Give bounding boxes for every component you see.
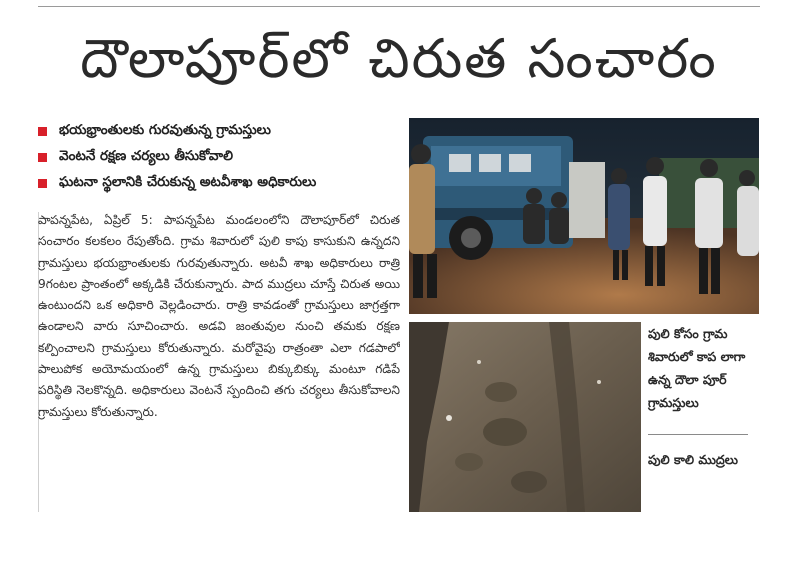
headline: దౌలాపూర్‌లో చిరుత సంచారం [80, 27, 718, 90]
pugmarks-photo-caption: పులి కాలి ముద్రలు [648, 452, 738, 467]
highlight-item [38, 118, 400, 144]
highlight-text: వెంటనే రక్షణ చర్యలు తీసుకోవాలి [59, 147, 233, 164]
highlight-text: ఘటనా స్థలానికి చేరుకున్న అటవీశాఖ అధికారులు [59, 173, 317, 190]
article-body: పాపన్నపేట, ఏప్రిల్ 5: పాపన్నపేట మండలంలోని దౌలాపూర్‌లో చిరుత సంచారం కలకలం రేపుతోంది. గ్రామ శివారులో పులి కాపు కాసుకుని ఉన్నదని గ్రామస్తులు భయభ్రాంతులకు గురవుతున్నారు. అటవీ శాఖ అధికారులు రాత్రి 9గంటల ప్రాంతంలో అక్కడికి చేరుకున్నారు. పాద ముద్రలు చూస్తే చిరుత అయి ఉంటుందని ఒక అధికారి వెల్లడించారు. రాత్రి కావడంతో గ్రామస్తులు జాగ్రత్తగా ఉండాలని వారు సూచించారు. అడవి జంతువుల నుంచి తమకు రక్షణ కల్పించాలని గ్రామస్తులు కోరుతున్నారు. మరోవైపు రాత్రంతా ఎలా గడపాలో పాలుపోక అయోమయంలో ఉన్న గ్రామస్తులు బిక్కుబిక్కు మంటూ గడిపే పరిస్థితి నెలకొన్నది. అధికారులు వెంటనే స్పందించి తగు చర్యలు తీసుకోవాలని గ్రామస్తులు కోరుతున్నారు. [38, 213, 400, 419]
bullet-square-icon [38, 127, 47, 136]
villagers-photo-caption: పులి కోసం గ్రామ శివారులో కాప లాగా ఉన్న దౌలా పూర్ గ్రామస్తులు [648, 326, 746, 410]
bullet-square-icon [38, 179, 47, 188]
highlight-item [38, 144, 400, 170]
villagers-night-photo [409, 118, 759, 314]
highlights-list [38, 118, 400, 196]
top-rule [38, 6, 760, 7]
highlight-item [38, 170, 400, 196]
caption-divider [648, 434, 748, 435]
bullet-square-icon [38, 153, 47, 162]
pugmarks-photo [409, 322, 641, 512]
highlight-text: భయభ్రాంతులకు గురవుతున్న గ్రామస్తులు [59, 121, 271, 138]
